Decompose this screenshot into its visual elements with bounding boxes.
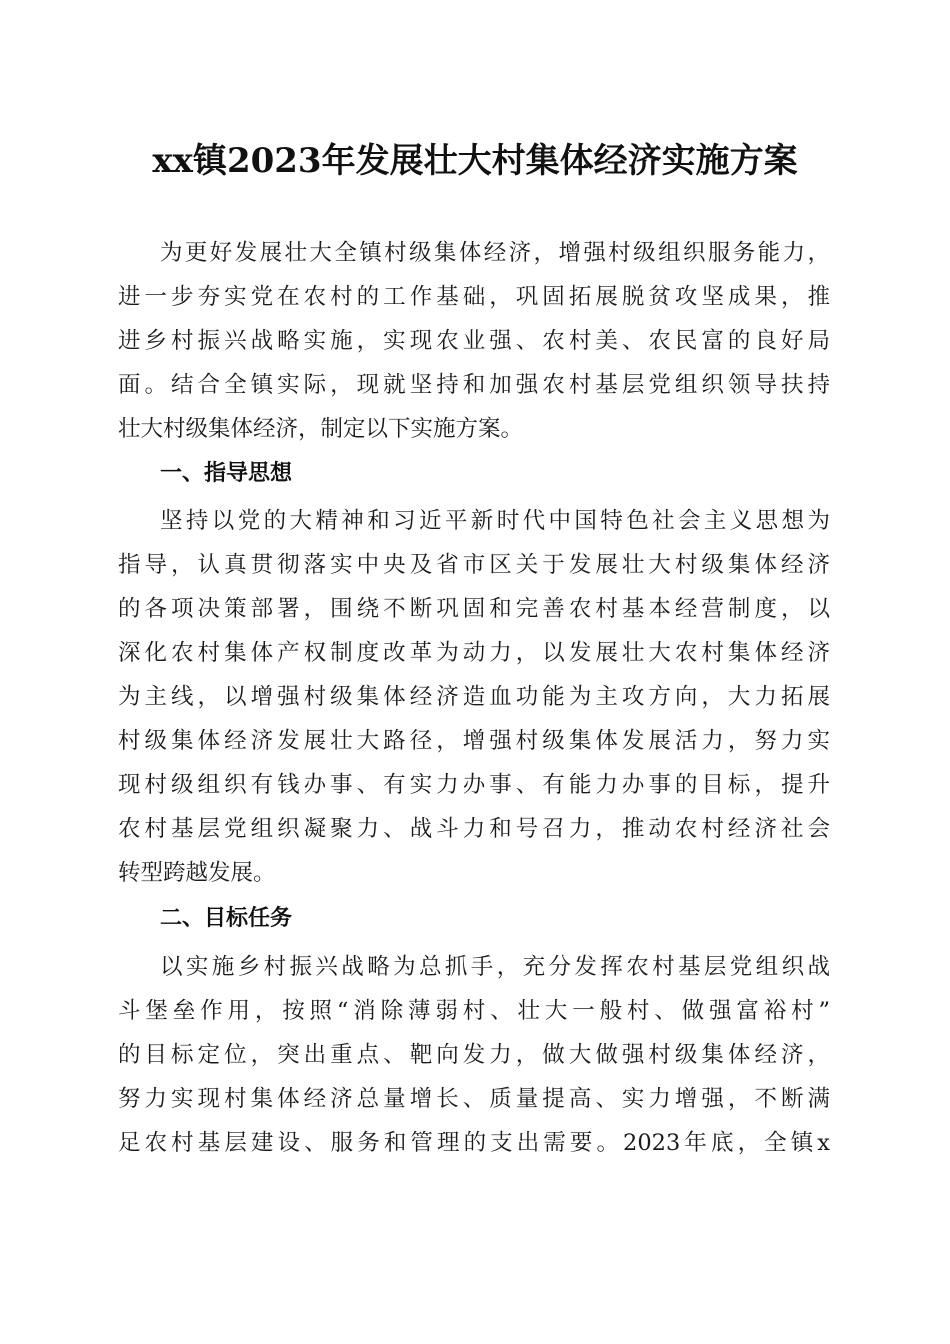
paragraph-line: 进乡村振兴战略实施，实现农业强、农村美、农民富的良好局 [118, 328, 830, 354]
document-body [118, 0, 830, 1344]
paragraph-line: 现村级组织有钱办事、有实力办事、有能力办事的目标，提升 [118, 772, 830, 798]
paragraph-line: 深化农村集体产权制度改革为动力，以发展壮大农村集体经济 [118, 640, 830, 666]
paragraph-line: 的各项决策部署，围绕不断巩固和完善农村基本经营制度，以 [118, 596, 830, 622]
document-title: xx镇2023年发展壮大村集体经济实施方案 [152, 141, 798, 181]
paragraph-line: 足农村基层建设、服务和管理的支出需要。2023年底，全镇x [118, 1130, 830, 1156]
paragraph-line: 转型跨越发展。 [118, 860, 276, 886]
paragraph-line: 进一步夯实党在农村的工作基础，巩固拓展脱贫攻坚成果，推 [118, 284, 830, 310]
paragraph-line: 的目标定位，突出重点、靶向发力，做大做强村级集体经济， [118, 1042, 830, 1068]
paragraph-line: 以实施乡村振兴战略为总抓手，充分发挥农村基层党组织战 [160, 954, 830, 980]
section-heading: 一、指导思想 [160, 461, 293, 486]
paragraph-line: 为主线，以增强村级集体经济造血功能为主攻方向，大力拓展 [118, 684, 830, 710]
paragraph-line: 努力实现村集体经济总量增长、质量提高、实力增强，不断满 [118, 1086, 830, 1112]
paragraph-line: 农村基层党组织凝聚力、战斗力和号召力，推动农村经济社会 [118, 816, 830, 842]
paragraph-line: 面。结合全镇实际，现就坚持和加强农村基层党组织领导扶持 [118, 372, 830, 398]
paragraph-line: 为更好发展壮大全镇村级集体经济，增强村级组织服务能力， [160, 240, 830, 266]
paragraph-line: 指导，认真贯彻落实中央及省市区关于发展壮大村级集体经济 [118, 552, 830, 578]
paragraph-line: 壮大村级集体经济，制定以下实施方案。 [118, 416, 524, 442]
section-heading: 二、目标任务 [160, 906, 293, 931]
paragraph-line: 村级集体经济发展壮大路径，增强村级集体发展活力，努力实 [118, 728, 830, 754]
paragraph-line: 坚持以党的大精神和习近平新时代中国特色社会主义思想为 [160, 508, 830, 534]
paragraph-line: 斗堡垒作用，按照“消除薄弱村、壮大一般村、做强富裕村” [118, 998, 830, 1024]
